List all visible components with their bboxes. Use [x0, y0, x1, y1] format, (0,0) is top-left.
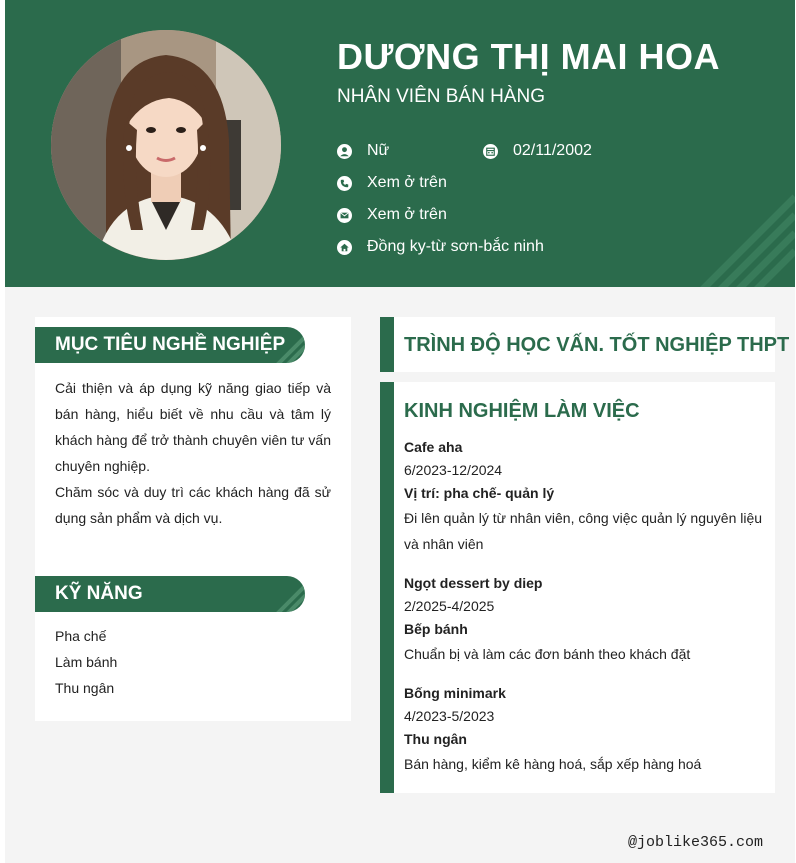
home-icon — [337, 240, 352, 255]
site-watermark: @joblike365.com — [628, 834, 764, 851]
work-period: 4/2023-5/2023 — [404, 708, 495, 724]
job-description: Chuẩn bị và làm các đơn bánh theo khách đặt — [404, 646, 691, 662]
phone-icon — [337, 176, 352, 191]
job-position: Bếp bánh — [404, 621, 468, 637]
user-icon — [337, 144, 352, 159]
birthday-info — [483, 142, 592, 160]
skill-item: Làm bánh — [55, 654, 118, 670]
job-position: Vị trí: pha chế- quản lý — [404, 485, 555, 501]
work-period: 6/2023-12/2024 — [404, 462, 503, 478]
decorative-stripes — [655, 177, 795, 287]
left-column-card — [35, 317, 351, 721]
address-info — [337, 238, 544, 256]
address-value: Đồng ky-từ sơn-bắc ninh — [367, 238, 544, 255]
objective-paragraph: Cải thiện và áp dụng kỹ năng giao tiếp và bán hàng, hiểu biết về nhu cầu và tâm lý khách hàng để trở thành chuyên viên tư vấn chuyên nghiệp. — [55, 380, 331, 474]
cv-header — [5, 0, 795, 287]
job-position: Thu ngân — [404, 731, 467, 747]
skills-list — [55, 623, 117, 701]
skills-title: KỸ NĂNG — [55, 583, 143, 604]
job-description: Bán hàng, kiểm kê hàng hoá, sắp xếp hàng hoá — [404, 756, 702, 772]
email-value: Xem ở trên — [367, 206, 447, 223]
heading-stripes-decoration — [235, 576, 305, 612]
experience-item — [404, 572, 764, 667]
profile-photo — [51, 30, 281, 260]
objective-paragraph: Chăm sóc và duy trì các khách hàng đã sử dụng sản phẩm và dịch vụ. — [55, 484, 331, 526]
section-accent-bar — [380, 317, 394, 372]
section-accent-bar — [380, 382, 394, 793]
gender-info — [337, 142, 389, 160]
skill-item: Thu ngân — [55, 680, 115, 696]
company-name: Ngọt dessert by diep — [404, 575, 543, 591]
skill-item: Pha chế — [55, 628, 107, 644]
job-description: Đi lên quản lý từ nhân viên, công việc quản lý nguyên liệu và nhân viên — [404, 510, 763, 552]
calendar-icon — [483, 144, 498, 159]
experience-item — [404, 682, 764, 777]
mail-icon — [337, 208, 352, 223]
skills-heading — [35, 576, 305, 612]
portrait-illustration — [51, 30, 281, 260]
phone-info — [337, 174, 447, 192]
heading-stripes-decoration — [235, 327, 305, 363]
email-info — [337, 206, 447, 224]
experience-title: KINH NGHIỆM LÀM VIỆC — [404, 400, 640, 422]
experience-card — [380, 382, 775, 793]
objective-text — [55, 375, 331, 531]
objective-heading — [35, 327, 305, 363]
company-name: Bống minimark — [404, 685, 506, 701]
company-name: Cafe aha — [404, 439, 463, 455]
experience-item — [404, 436, 764, 557]
work-period: 2/2025-4/2025 — [404, 598, 495, 614]
candidate-name: DƯƠNG THỊ MAI HOA — [337, 36, 721, 77]
objective-title: MỤC TIÊU NGHỀ NGHIỆP — [55, 334, 286, 355]
education-title: TRÌNH ĐỘ HỌC VẤN. TỐT NGHIỆP THPT — [404, 334, 790, 356]
gender-value: Nữ — [367, 142, 390, 159]
cv-page — [5, 0, 795, 863]
education-card — [380, 317, 790, 372]
job-title: NHÂN VIÊN BÁN HÀNG — [337, 86, 545, 107]
phone-value: Xem ở trên — [367, 174, 447, 191]
birthday-value: 02/11/2002 — [513, 142, 592, 159]
